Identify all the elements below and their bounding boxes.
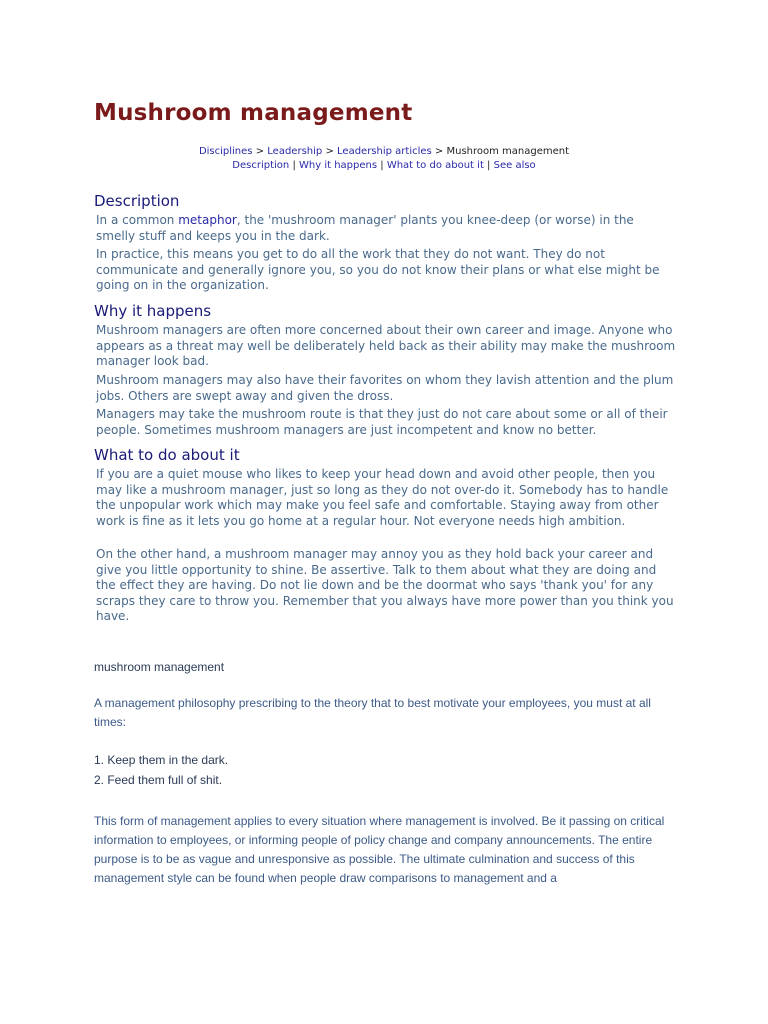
why-paragraph-2: Mushroom managers may also have their favorites on whom they lavish attention and the plum jobs. Others are swept away and given the dross. [96, 373, 674, 403]
toc-separator: | [380, 160, 384, 171]
toc-separator: | [487, 160, 491, 171]
toc-link-description[interactable]: Description [232, 160, 290, 171]
breadcrumb [94, 145, 674, 159]
section-heading-description: Description [94, 192, 180, 210]
table-of-contents [94, 159, 674, 173]
definition-list-item-1: 1. Keep them in the dark. [94, 753, 229, 767]
toc-link-what-to-do[interactable]: What to do about it [386, 160, 484, 171]
breadcrumb-link-leadership-articles[interactable]: Leadership articles [337, 146, 432, 157]
toc-link-see-also[interactable]: See also [493, 160, 536, 171]
description-paragraph-2: In practice, this means you get to do all the work that they do not want. They do not communicate and generally ignore you, so you do not know their plans or what else might be going on in the organization. [96, 247, 660, 292]
description-text-after-link: , the 'mushroom manager' plants you knee-deep (or worse) in the smelly stuff and keeps you in the dark. [96, 213, 634, 243]
what-paragraph-2: On the other hand, a mushroom manager may annoy you as they hold back your career and give you little opportunity to shine. Be assertive. Talk to them about what they are doing and the effect they are having. Do not lie down and be the doormat who says 'thank you' for any scraps they care to throw you. Remember that you always have more power than you think you have. [96, 547, 674, 623]
breadcrumb-separator: > [325, 146, 334, 157]
toc-link-why-it-happens[interactable]: Why it happens [299, 160, 378, 171]
breadcrumb-current: Mushroom management [446, 146, 570, 157]
toc-separator: | [292, 160, 296, 171]
breadcrumb-separator: > [255, 146, 265, 157]
definition-body: This form of management applies to every situation where management is involved. Be it passing on critical information to employees, or informing people of policy change and company announcements. The entire purpose is to be as vague and unresponsive as possible. The ultimate culmination and success of this management style can be found when people draw comparisons to management and a [94, 814, 665, 885]
section-heading-what-to-do: What to do about it [94, 446, 240, 464]
why-paragraph-1: Mushroom managers are often more concerned about their own career and image. Anyone who appears as a threat may well be deliberately held back as their ability may make the mushroom manager look bad. [96, 323, 676, 368]
definition-term: mushroom management [94, 660, 225, 674]
breadcrumb-link-disciplines[interactable]: Disciplines [198, 146, 253, 157]
what-paragraph-1: If you are a quiet mouse who likes to keep your head down and avoid other people, then you may like a mushroom manager, just so long as they do not over-do it. Somebody has to handle the unpopular work which may make you feel safe and comfortable. Staying away from other work is fine as it lets you go home at a regular hour. Not everyone needs high ambition. [96, 467, 669, 528]
page-title: Mushroom management [94, 100, 413, 126]
why-paragraph-3: Managers may take the mushroom route is that they just do not care about some or all of their people. Sometimes mushroom managers are just incompetent and know no better. [96, 407, 668, 437]
description-text-before-link: In a common [96, 213, 179, 227]
definition-list-item-2: 2. Feed them full of shit. [94, 773, 223, 787]
section-heading-why-it-happens: Why it happens [94, 302, 212, 320]
definition-intro: A management philosophy prescribing to the theory that to best motivate your employees, you must at all times: [94, 696, 651, 729]
breadcrumb-separator: > [434, 146, 444, 157]
breadcrumb-link-leadership[interactable]: Leadership [267, 146, 323, 157]
description-paragraph-1 [96, 213, 676, 244]
metaphor-link[interactable]: metaphor [178, 213, 237, 227]
